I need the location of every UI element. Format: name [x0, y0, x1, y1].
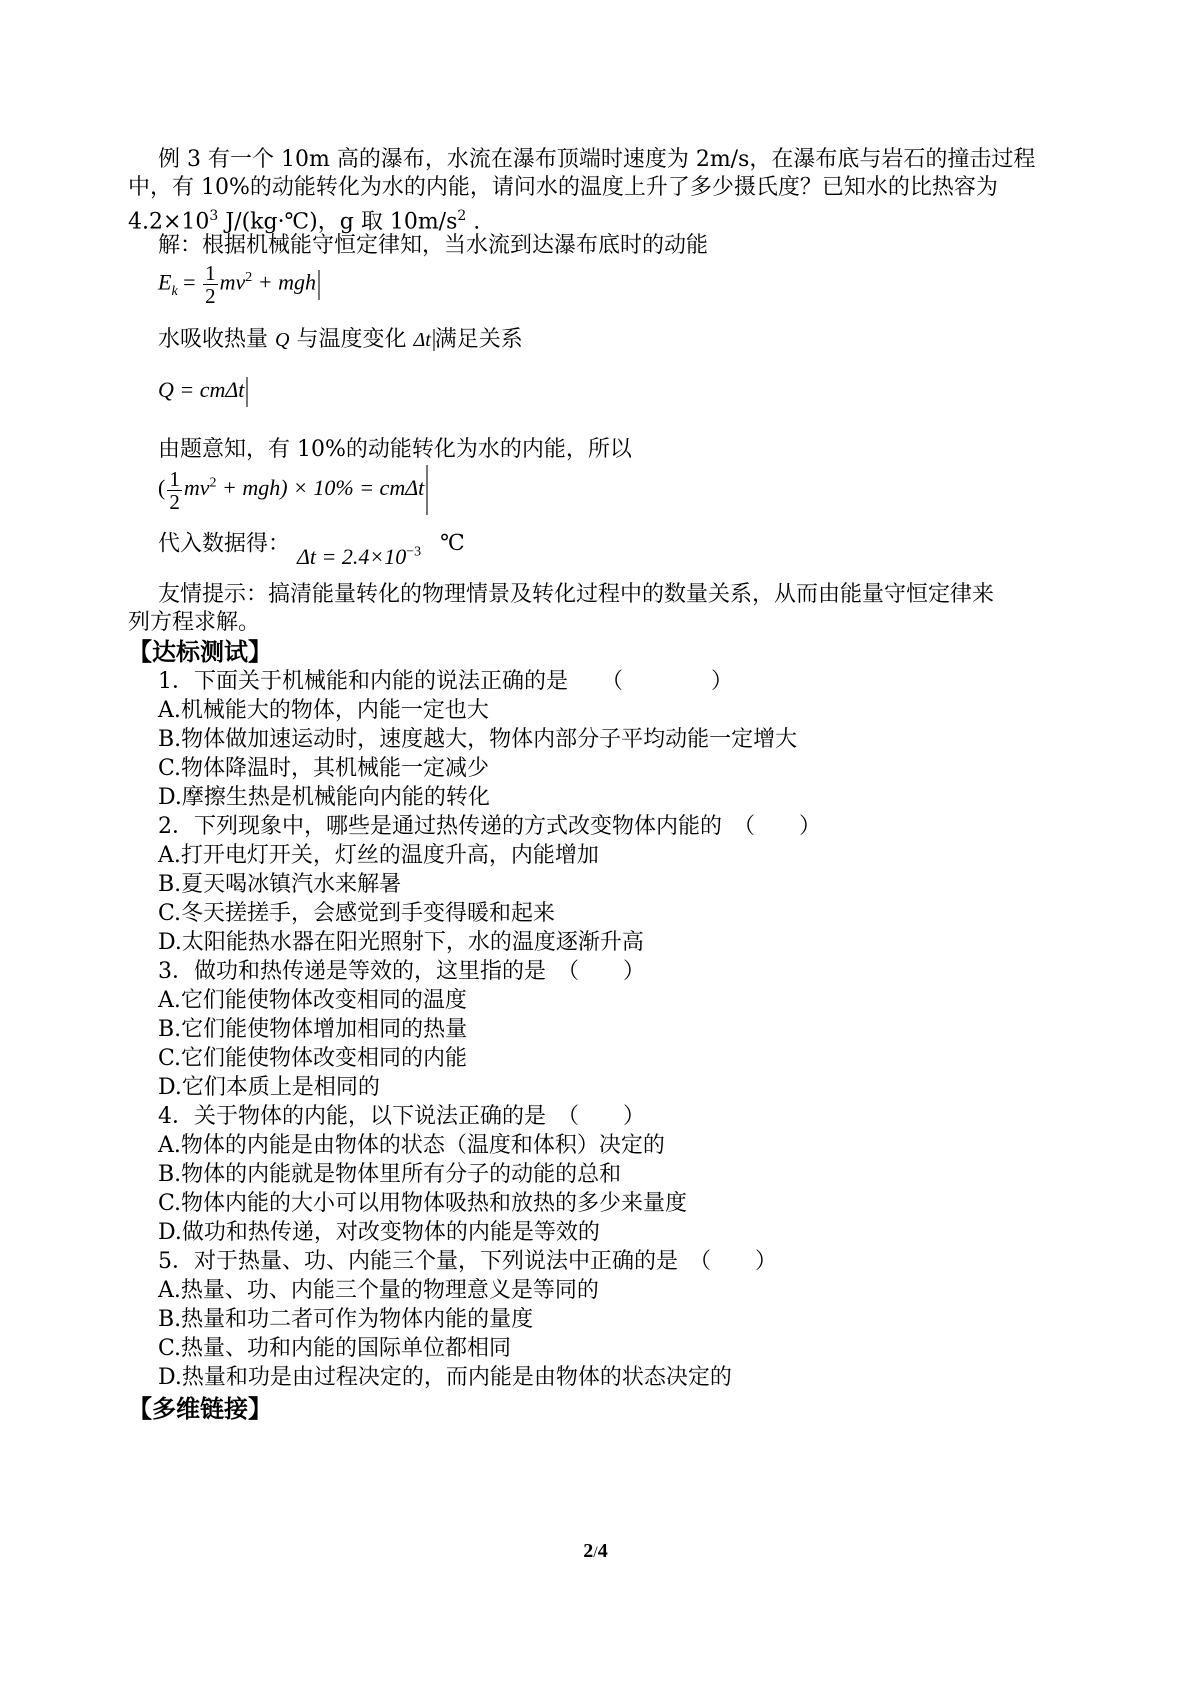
unit-celsius: ℃ — [440, 531, 465, 557]
text-cursor — [426, 465, 428, 515]
question-4-option-a: A.物体的内能是由物体的状态（温度和体积）决定的 — [158, 1133, 665, 1158]
question-3-stem: 3．做功和热传递是等效的，这里指的是 （ ） — [158, 959, 645, 984]
solution-line-2: 水吸收热量 Q 与温度变化 Δt 满足关系 — [158, 327, 523, 352]
example-line-3: $4.2\times 10^3$ J/(kg·℃)，g 取 $10m/s^2$ . — [128, 208, 481, 235]
question-1-option-b: B.物体做加速运动时，速度越大，物体内部分子平均动能一定增大 — [158, 727, 798, 752]
question-3-option-c: C.它们能使物体改变相同的内能 — [158, 1046, 468, 1071]
question-5-option-c: C.热量、功和内能的国际单位都相同 — [158, 1336, 512, 1361]
section-heading-links: 【多维链接】 — [128, 1395, 272, 1423]
tip-line-1: 友情提示：搞清能量转化的物理情景及转化过程中的数量关系，从而由能量守恒定律来 — [158, 582, 995, 607]
text-cursor — [318, 270, 320, 300]
section-heading-tests: 【达标测试】 — [128, 638, 272, 666]
question-3-option-a: A.它们能使物体改变相同的温度 — [158, 988, 467, 1013]
question-5-stem: 5．对于热量、功、内能三个量，下列说法中正确的是 （ ） — [158, 1249, 777, 1274]
equation-result: $\Delta t = 2.4\times 10^{-3}$ — [297, 544, 422, 570]
example-line-1: 例 3 有一个 10m 高的瀑布，水流在瀑布顶端时速度为 2m/s，在瀑布底与岩石的撞击过程 — [158, 147, 1036, 172]
question-5-option-b: B.热量和功二者可作为物体内能的量度 — [158, 1307, 534, 1332]
page-number: 2/4 — [583, 1540, 608, 1562]
question-2-option-b: B.夏天喝冰镇汽水来解暑 — [158, 872, 402, 897]
solution-line-1: 解：根据机械能守恒定律知，当水流到达瀑布底时的动能 — [158, 233, 709, 258]
question-1-stem: 1．下面关于机械能和内能的说法正确的是 （ ） — [158, 669, 733, 694]
question-2-option-d: D.太阳能热水器在阳光照射下，水的温度逐渐升高 — [158, 930, 644, 955]
question-4-option-b: B.物体的内能就是物体里所有分子的动能的总和 — [158, 1162, 622, 1187]
question-4-stem: 4．关于物体的内能，以下说法正确的是 （ ） — [158, 1104, 645, 1129]
tip-line-2: 列方程求解。 — [128, 610, 261, 635]
question-5-option-d: D.热量和功是由过程决定的，而内能是由物体的状态决定的 — [158, 1365, 732, 1390]
text-cursor — [246, 377, 248, 407]
question-5-option-a: A.热量、功、内能三个量的物理意义是等同的 — [158, 1278, 599, 1303]
question-1-option-a: A.机械能大的物体，内能一定也大 — [158, 698, 489, 723]
question-4-option-d: D.做功和热传递，对改变物体的内能是等效的 — [158, 1220, 600, 1245]
question-1-option-c: C.物体降温时，其机械能一定减少 — [158, 756, 490, 781]
equation-kinetic-energy: $E_k$ = $\frac{1}{2}$ $mv^2$ + mgh — [158, 262, 320, 307]
question-1-option-d: D.摩擦生热是机械能向内能的转化 — [158, 785, 490, 810]
question-4-option-c: C.物体内能的大小可以用物体吸热和放热的多少来量度 — [158, 1191, 688, 1216]
equation-energy-balance: ( $\frac{1}{2}$ $mv^2 + mgh) \times 10\% = cm\Delta t$ — [158, 465, 428, 515]
question-2-stem: 2．下列现象中，哪些是通过热传递的方式改变物体内能的 （ ） — [158, 814, 821, 839]
question-3-option-b: B.它们能使物体增加相同的热量 — [158, 1017, 468, 1042]
solution-line-3: 由题意知，有 10%的动能转化为水的内能，所以 — [158, 437, 632, 462]
question-2-option-c: C.冬天搓搓手，会感觉到手变得暖和起来 — [158, 901, 556, 926]
equation-heat: Q = cmΔt — [158, 377, 248, 407]
question-2-option-a: A.打开电灯开关，灯丝的温度升高，内能增加 — [158, 843, 599, 868]
question-3-option-d: D.它们本质上是相同的 — [158, 1075, 380, 1100]
example-line-2: 中，有 10%的动能转化为水的内能，请问水的温度上升了多少摄氏度？已知水的比热容为 — [128, 175, 998, 200]
solution-line-4: 代入数据得： $\Delta t = 2.4\times 10^{-3}$ ℃ — [158, 531, 465, 570]
